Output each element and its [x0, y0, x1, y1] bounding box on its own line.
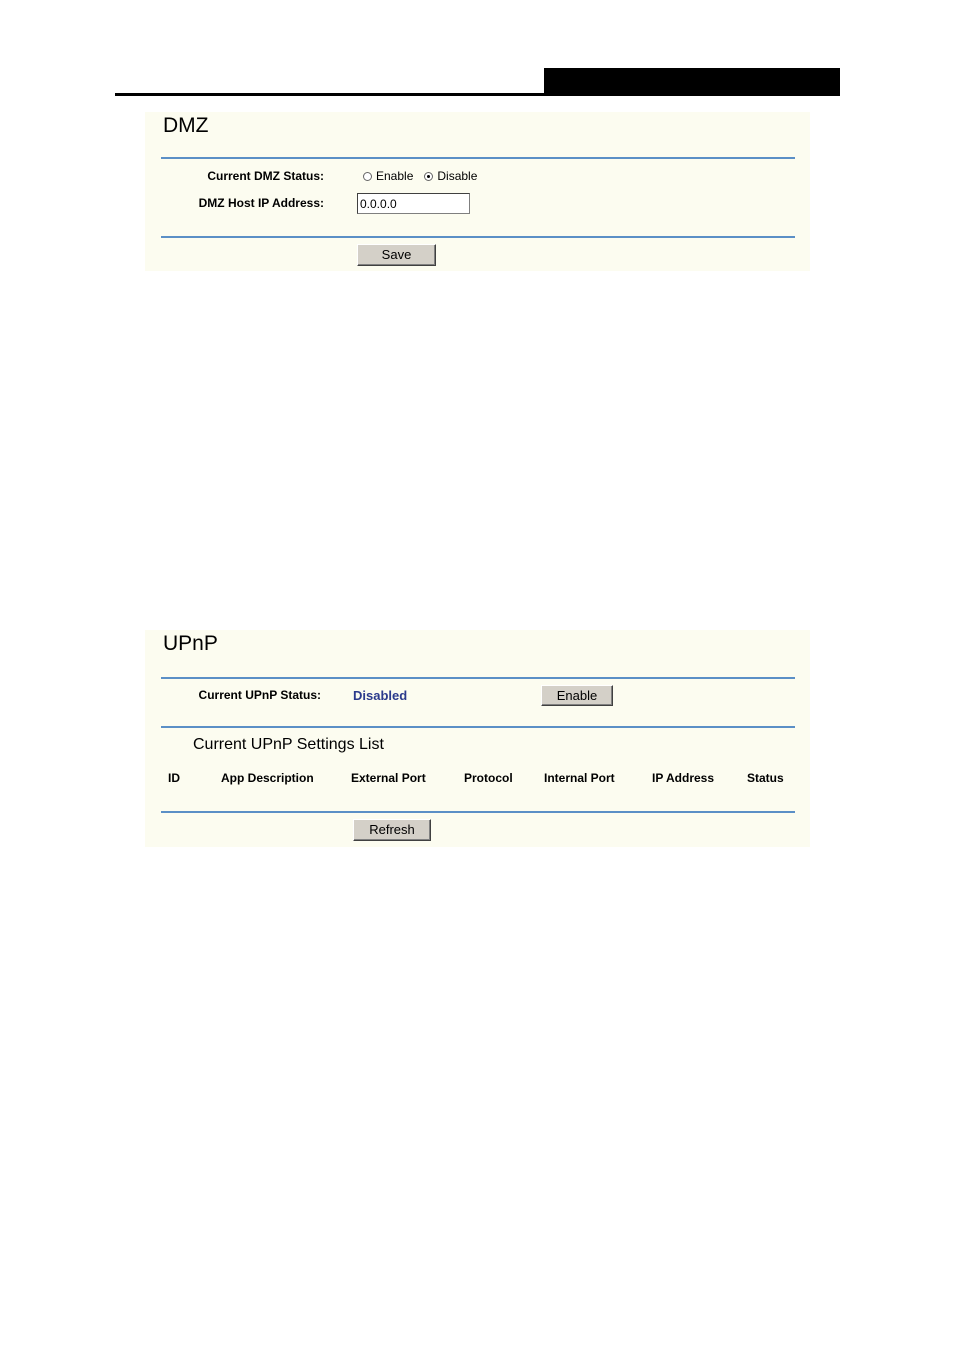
- column-header-status: Status: [747, 771, 784, 785]
- dmz-enable-radio[interactable]: [363, 172, 372, 181]
- upnp-bottom-rule: [161, 811, 795, 813]
- dmz-panel: [145, 112, 810, 271]
- column-header-app-description: App Description: [221, 771, 314, 785]
- upnp-enable-button[interactable]: Enable: [541, 685, 613, 706]
- column-header-id: ID: [168, 771, 180, 785]
- dmz-status-radio-group: [363, 169, 488, 183]
- page-header-block: [544, 68, 840, 95]
- dmz-disable-radio[interactable]: [424, 172, 433, 181]
- upnp-status-value: Disabled: [353, 688, 408, 703]
- upnp-top-rule: [161, 677, 795, 679]
- upnp-status-label: Current UPnP Status:: [198, 688, 321, 702]
- dmz-top-rule: [161, 157, 795, 159]
- column-header-external-port: External Port: [351, 771, 426, 785]
- dmz-host-ip-label: DMZ Host IP Address:: [198, 196, 324, 210]
- upnp-title: UPnP: [163, 632, 218, 655]
- upnp-panel: [145, 630, 810, 847]
- refresh-button[interactable]: Refresh: [353, 819, 431, 841]
- column-header-internal-port: Internal Port: [544, 771, 615, 785]
- save-button[interactable]: Save: [357, 244, 436, 266]
- dmz-disable-radio-label[interactable]: Disable: [437, 169, 478, 183]
- column-header-protocol: Protocol: [464, 771, 513, 785]
- dmz-bottom-rule: [161, 236, 795, 238]
- dmz-status-label: Current DMZ Status:: [207, 169, 324, 183]
- dmz-host-ip-input[interactable]: [357, 193, 470, 214]
- upnp-list-title: Current UPnP Settings List: [193, 736, 384, 753]
- dmz-title: DMZ: [163, 114, 209, 137]
- column-header-ip-address: IP Address: [652, 771, 715, 785]
- upnp-middle-rule: [161, 726, 795, 728]
- dmz-enable-radio-label[interactable]: Enable: [376, 169, 414, 183]
